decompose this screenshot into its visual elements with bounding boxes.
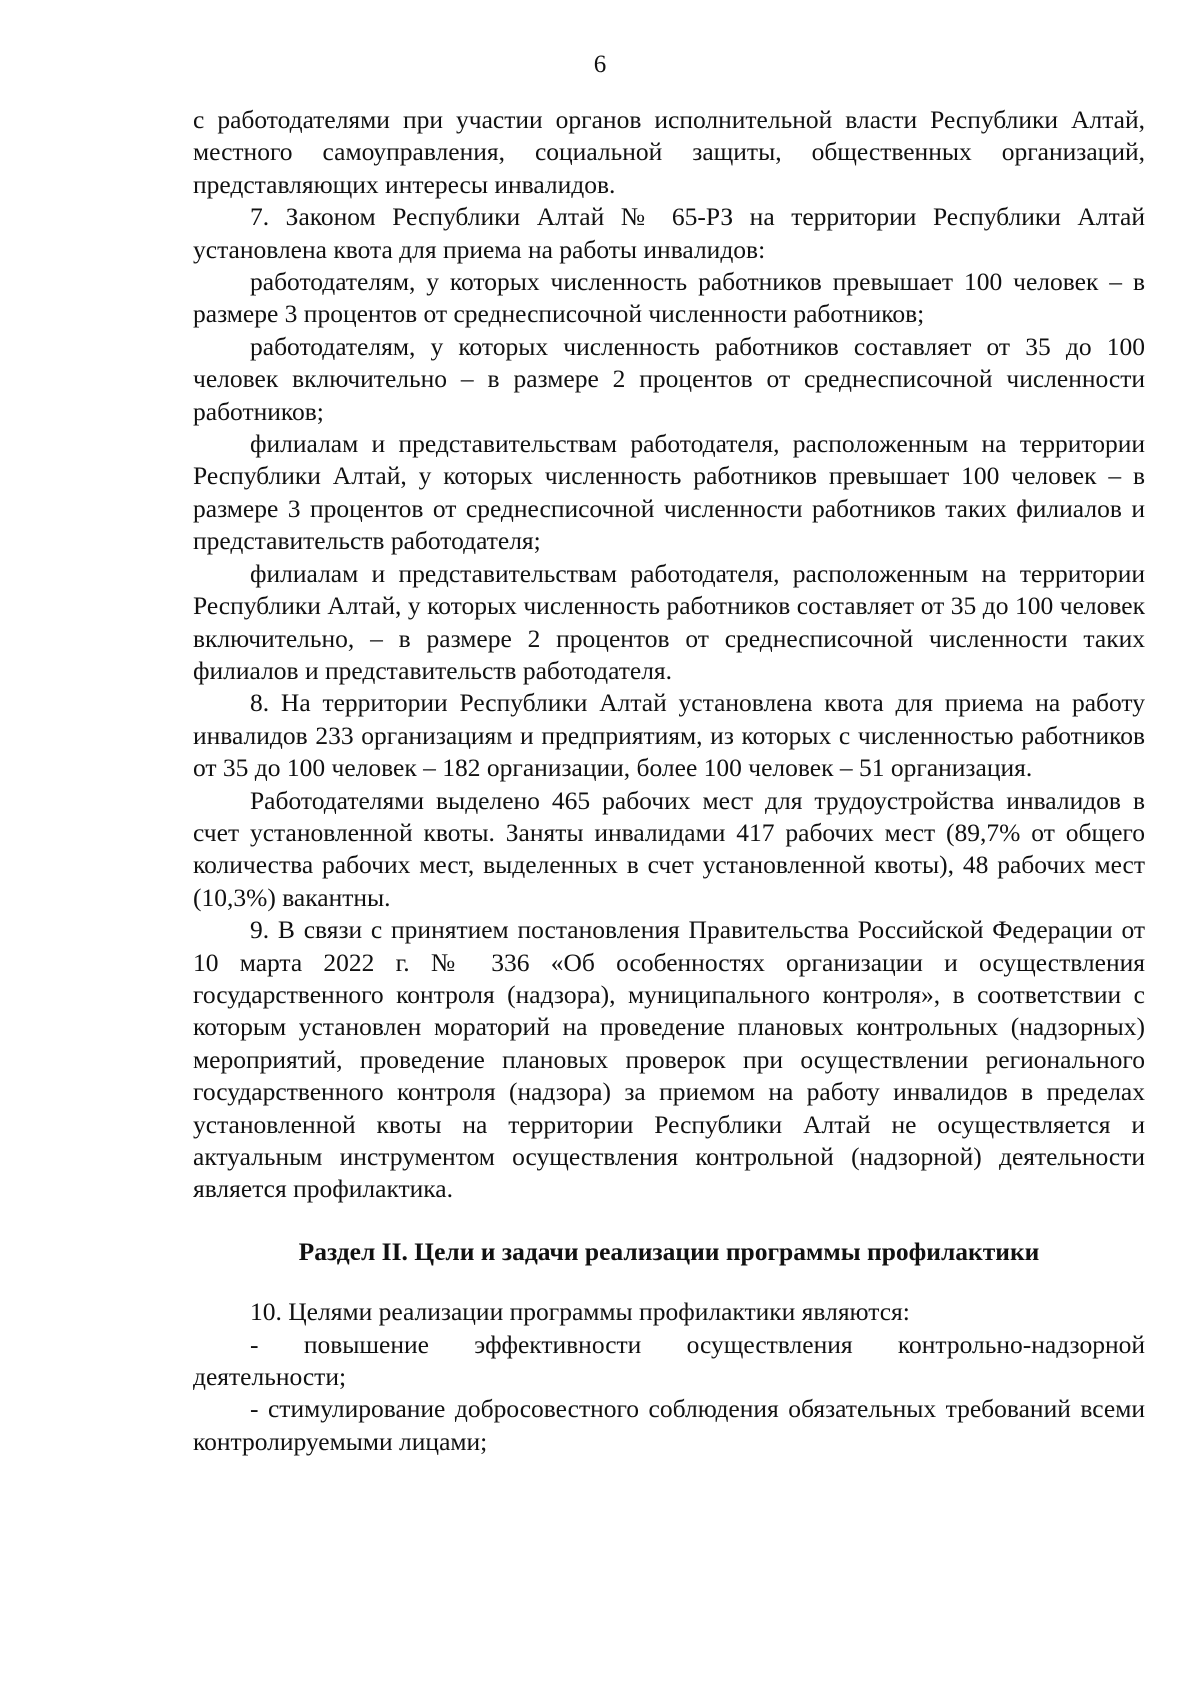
paragraph: работодателям, у которых численность работников составляет от 35 до 100 человек включительно – в размере 2 процентов от среднесписочной численности работников; xyxy=(193,331,1145,426)
section-title: Раздел II. Цели и задачи реализации программы профилактики xyxy=(298,1236,1040,1266)
paragraph: Работодателями выделено 465 рабочих мест для трудоустройства инвалидов в счет установленной квоты. Заняты инвалидами 417 рабочих мест (89,7% от общего количества рабочих мест, выделенных в счет установленной квоты), 48 рабочих мест (10,3%) вакантны. xyxy=(193,785,1145,912)
paragraph: с работодателями при участии органов исполнительной власти Республики Алтай, местного самоуправления, социальной защиты, общественных организаций, представляющих интересы инвалидов. xyxy=(193,105,1145,199)
paragraph: 9. В связи с принятием постановления Правительства Российской Федерации от 10 марта 2022 г. № 336 «Об особенностях организации и осуществления государственного контроля (надзора), муниципального контроля», в соответствии с которым установлен мораторий на проведение плановых контрольных (надзорных) мероприятий, проведение плановых проверок при осуществлении регионального государственного контроля (надзора) за приемом на работу инвалидов в пределах установленной квоты на территории Республики Алтай не осуществляется и актуальным инструментом осуществления контрольной (надзорной) деятельности является профилактика. xyxy=(193,915,1145,1204)
paragraphs-after xyxy=(193,1296,1145,1458)
document-body xyxy=(193,104,1145,1458)
paragraph: филиалам и представительствам работодателя, расположенным на территории Республики Алтай, у которых численность работников превышает 100 человек – в размере 3 процентов от среднесписочной численности работников таких филиалов и представительств работодателя; xyxy=(193,429,1145,556)
paragraph: 8. На территории Республики Алтай установлена квота для приема на работу инвалидов 233 организациям и предприятиям, из которых с численностью работников от 35 до 100 человек – 182 организации, более 100 человек – 51 организация. xyxy=(193,688,1145,783)
paragraph: филиалам и представительствам работодателя, расположенным на территории Республики Алтай, у которых численность работников составляет от 35 до 100 человек включительно, – в размере 2 процентов от среднесписочной численности таких филиалов и представительств работодателя. xyxy=(193,558,1145,685)
paragraph: 7. Законом Республики Алтай № 65-РЗ на территории Республики Алтай установлена квота для приема на работы инвалидов: xyxy=(193,202,1145,264)
paragraph: работодателям, у которых численность работников превышает 100 человек – в размере 3 процентов от среднесписочной численности работников; xyxy=(193,267,1145,329)
paragraph: - повышение эффективности осуществления контрольно-надзорной деятельности; xyxy=(193,1329,1145,1392)
paragraphs-before xyxy=(193,104,1145,1206)
page-number: 6 xyxy=(593,51,607,78)
paragraph: 10. Целями реализации программы профилактики являются: xyxy=(250,1297,910,1327)
paragraph: - стимулирование добросовестного соблюдения обязательных требований всеми контролируемыми лицами; xyxy=(193,1394,1145,1456)
